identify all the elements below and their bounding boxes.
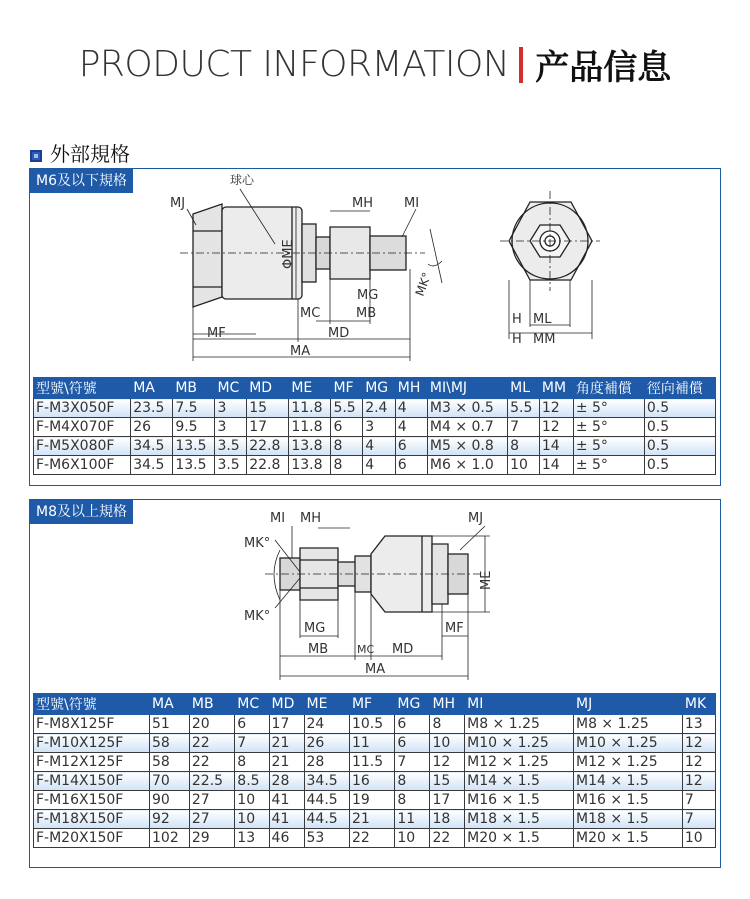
table-cell: 0.5 bbox=[644, 456, 715, 475]
label-mj: MJ bbox=[468, 511, 484, 526]
spec-table-m8 bbox=[33, 693, 716, 848]
col-header: MG bbox=[363, 378, 396, 399]
col-header: MF bbox=[331, 378, 363, 399]
table-cell: 46 bbox=[269, 829, 304, 848]
table-cell: 22 bbox=[189, 734, 234, 753]
square-bullet-icon bbox=[30, 150, 42, 162]
table-cell: 15 bbox=[430, 772, 465, 791]
table-cell: 6 bbox=[395, 437, 427, 456]
table-cell: 29 bbox=[189, 829, 234, 848]
col-header: MA bbox=[150, 694, 190, 715]
table-cell: 51 bbox=[150, 715, 190, 734]
col-header: MC bbox=[235, 694, 269, 715]
model-cell: F-M20X150F bbox=[34, 829, 150, 848]
table-cell: 18 bbox=[430, 810, 465, 829]
table-cell: 0.5 bbox=[644, 399, 715, 418]
label-ma: MA bbox=[365, 662, 386, 677]
col-header: 角度補償 bbox=[573, 378, 644, 399]
table-cell: 15 bbox=[247, 399, 289, 418]
label-h2: H bbox=[512, 332, 522, 347]
label-md: MD bbox=[392, 642, 414, 657]
table-cell: M3 × 0.5 bbox=[427, 399, 507, 418]
table-cell: 53 bbox=[304, 829, 349, 848]
table-cell: M10 × 1.25 bbox=[465, 734, 574, 753]
table-cell: 34.5 bbox=[131, 437, 173, 456]
col-header: ME bbox=[304, 694, 349, 715]
table-cell: 58 bbox=[150, 734, 190, 753]
table-cell: M8 × 1.25 bbox=[574, 715, 683, 734]
table-cell: 41 bbox=[269, 810, 304, 829]
table-cell: 8 bbox=[395, 791, 430, 810]
table-cell: 7 bbox=[508, 418, 540, 437]
table-cell: 10 bbox=[395, 829, 430, 848]
section-title-text: 外部規格 bbox=[50, 142, 130, 166]
table-cell: 10.5 bbox=[349, 715, 394, 734]
table-cell: 12 bbox=[539, 418, 573, 437]
table-cell: 12 bbox=[682, 734, 715, 753]
col-header: MD bbox=[247, 378, 289, 399]
table-cell: 44.5 bbox=[304, 791, 349, 810]
table-cell: 7.5 bbox=[173, 399, 215, 418]
col-header: 型號\符號 bbox=[34, 378, 131, 399]
table-row bbox=[34, 772, 716, 791]
label-mh: MH bbox=[300, 511, 321, 526]
table-cell: 22 bbox=[189, 753, 234, 772]
section-title bbox=[30, 138, 130, 167]
table-row bbox=[34, 437, 716, 456]
col-header: MH bbox=[395, 378, 427, 399]
table-cell: 20 bbox=[189, 715, 234, 734]
table-cell: 102 bbox=[150, 829, 190, 848]
table-cell: 28 bbox=[269, 772, 304, 791]
table-cell: 6 bbox=[331, 418, 363, 437]
table-cell: 22.8 bbox=[247, 456, 289, 475]
label-mc: MC bbox=[357, 643, 375, 656]
table-cell: 9.5 bbox=[173, 418, 215, 437]
col-header: ME bbox=[289, 378, 331, 399]
table-row bbox=[34, 791, 716, 810]
table-row bbox=[34, 715, 716, 734]
model-cell: F-M6X100F bbox=[34, 456, 131, 475]
table-cell: 11.5 bbox=[349, 753, 394, 772]
table-cell: 8.5 bbox=[235, 772, 269, 791]
col-header: MI bbox=[465, 694, 574, 715]
table-cell: 27 bbox=[189, 791, 234, 810]
table-cell: 90 bbox=[150, 791, 190, 810]
table-cell: 16 bbox=[349, 772, 394, 791]
table-cell: 13.5 bbox=[173, 437, 215, 456]
table-cell: 3.5 bbox=[215, 456, 247, 475]
table-cell: 28 bbox=[304, 753, 349, 772]
table-cell: M10 × 1.25 bbox=[574, 734, 683, 753]
title-divider bbox=[519, 47, 523, 83]
table-cell: 23.5 bbox=[131, 399, 173, 418]
table-cell: 0.5 bbox=[644, 418, 715, 437]
label-mc: MC bbox=[300, 306, 321, 321]
table-cell: 8 bbox=[430, 715, 465, 734]
table-cell: 8 bbox=[235, 753, 269, 772]
page-title-en: PRODUCT INFORMATION bbox=[78, 44, 510, 85]
table-cell: 6 bbox=[395, 456, 427, 475]
table-row bbox=[34, 753, 716, 772]
table-cell: 58 bbox=[150, 753, 190, 772]
table-cell: 5.5 bbox=[508, 399, 540, 418]
label-mg: MG bbox=[304, 621, 326, 636]
spec-table-m6 bbox=[33, 377, 716, 475]
table-cell: 10 bbox=[430, 734, 465, 753]
label-mh: MH bbox=[352, 196, 373, 211]
table-cell: 8 bbox=[395, 772, 430, 791]
table-row bbox=[34, 399, 716, 418]
table-cell: 22 bbox=[349, 829, 394, 848]
table-cell: 4 bbox=[395, 418, 427, 437]
table-cell: 21 bbox=[269, 734, 304, 753]
table-cell: 3 bbox=[215, 399, 247, 418]
table-cell: 10 bbox=[508, 456, 540, 475]
table-cell: 92 bbox=[150, 810, 190, 829]
label-mi: MI bbox=[270, 511, 286, 526]
table-cell: M18 × 1.5 bbox=[465, 810, 574, 829]
table-cell: 4 bbox=[363, 437, 396, 456]
table-cell: 19 bbox=[349, 791, 394, 810]
table-cell: 6 bbox=[235, 715, 269, 734]
table-row bbox=[34, 829, 716, 848]
table-cell: ± 5° bbox=[573, 418, 644, 437]
table-cell: 34.5 bbox=[304, 772, 349, 791]
label-mm: MM bbox=[533, 332, 556, 347]
table-cell: ± 5° bbox=[573, 437, 644, 456]
model-cell: F-M12X125F bbox=[34, 753, 150, 772]
table-cell: 22.5 bbox=[189, 772, 234, 791]
table-cell: 22.8 bbox=[247, 437, 289, 456]
table-cell: 12 bbox=[539, 399, 573, 418]
table-cell: 3 bbox=[363, 418, 396, 437]
table-cell: 26 bbox=[131, 418, 173, 437]
table-cell: M4 × 0.7 bbox=[427, 418, 507, 437]
table-cell: 7 bbox=[395, 753, 430, 772]
table-cell: M14 × 1.5 bbox=[465, 772, 574, 791]
table-cell: 5.5 bbox=[331, 399, 363, 418]
table-cell: 22 bbox=[430, 829, 465, 848]
table-cell: M12 × 1.25 bbox=[574, 753, 683, 772]
col-header: MC bbox=[215, 378, 247, 399]
table-cell: 10 bbox=[682, 829, 715, 848]
col-header: MH bbox=[430, 694, 465, 715]
table-cell: 13 bbox=[235, 829, 269, 848]
page-header bbox=[0, 40, 750, 92]
table-cell: M20 × 1.5 bbox=[574, 829, 683, 848]
label-ball-center: 球心 bbox=[230, 173, 255, 187]
table-cell: 12 bbox=[682, 772, 715, 791]
table-cell: M16 × 1.5 bbox=[465, 791, 574, 810]
table-cell: 8 bbox=[331, 456, 363, 475]
table-cell: 7 bbox=[682, 810, 715, 829]
table-cell: 13.8 bbox=[289, 437, 331, 456]
table-cell: 8 bbox=[331, 437, 363, 456]
model-cell: F-M8X125F bbox=[34, 715, 150, 734]
table-cell: 4 bbox=[395, 399, 427, 418]
table-cell: 17 bbox=[247, 418, 289, 437]
label-mf: MF bbox=[207, 326, 226, 341]
label-mj: MJ bbox=[170, 196, 186, 211]
label-h1: H bbox=[512, 312, 522, 327]
model-cell: F-M18X150F bbox=[34, 810, 150, 829]
table-cell: 11.8 bbox=[289, 418, 331, 437]
label-mb: MB bbox=[308, 642, 329, 657]
col-header: MM bbox=[539, 378, 573, 399]
model-cell: F-M10X125F bbox=[34, 734, 150, 753]
model-cell: F-M14X150F bbox=[34, 772, 150, 791]
table-cell: 7 bbox=[682, 791, 715, 810]
table-cell: M6 × 1.0 bbox=[427, 456, 507, 475]
table-header-row bbox=[34, 694, 716, 715]
table-cell: 21 bbox=[349, 810, 394, 829]
table-cell: M5 × 0.8 bbox=[427, 437, 507, 456]
table-cell: 6 bbox=[395, 734, 430, 753]
table-row bbox=[34, 456, 716, 475]
table-cell: 12 bbox=[682, 753, 715, 772]
table-cell: M16 × 1.5 bbox=[574, 791, 683, 810]
label-me: ΦME bbox=[281, 239, 296, 269]
label-mg: MG bbox=[357, 288, 379, 303]
table-cell: 27 bbox=[189, 810, 234, 829]
col-header: MA bbox=[131, 378, 173, 399]
panel-tag-m8: M8及以上規格 bbox=[30, 500, 133, 524]
table-cell: 4 bbox=[363, 456, 396, 475]
col-header: MG bbox=[395, 694, 430, 715]
table-cell: 41 bbox=[269, 791, 304, 810]
table-cell: 10 bbox=[235, 810, 269, 829]
table-cell: 24 bbox=[304, 715, 349, 734]
table-cell: 3 bbox=[215, 418, 247, 437]
label-mb: MB bbox=[356, 306, 377, 321]
col-header: 徑向補償 bbox=[644, 378, 715, 399]
table-row bbox=[34, 810, 716, 829]
table-cell: 26 bbox=[304, 734, 349, 753]
label-ml: ML bbox=[533, 312, 552, 327]
model-cell: F-M4X070F bbox=[34, 418, 131, 437]
diagram-m8 bbox=[30, 500, 720, 690]
table-row bbox=[34, 734, 716, 753]
table-cell: 3.5 bbox=[215, 437, 247, 456]
table-cell: 13.8 bbox=[289, 456, 331, 475]
table-cell: 11 bbox=[349, 734, 394, 753]
table-cell: 2.4 bbox=[363, 399, 396, 418]
label-mk-bottom: MK° bbox=[244, 609, 271, 624]
col-header: MB bbox=[189, 694, 234, 715]
table-cell: 13 bbox=[682, 715, 715, 734]
table-cell: 14 bbox=[539, 437, 573, 456]
table-cell: ± 5° bbox=[573, 456, 644, 475]
table-cell: 70 bbox=[150, 772, 190, 791]
label-ma: MA bbox=[290, 344, 311, 359]
table-cell: 44.5 bbox=[304, 810, 349, 829]
label-mi: MI bbox=[404, 196, 420, 211]
table-cell: M12 × 1.25 bbox=[465, 753, 574, 772]
model-cell: F-M16X150F bbox=[34, 791, 150, 810]
table-cell: M14 × 1.5 bbox=[574, 772, 683, 791]
table-cell: ± 5° bbox=[573, 399, 644, 418]
table-cell: 21 bbox=[269, 753, 304, 772]
table-header-row bbox=[34, 378, 716, 399]
label-me: ME bbox=[479, 570, 494, 590]
table-cell: 8 bbox=[508, 437, 540, 456]
diagram-m6 bbox=[30, 169, 720, 374]
page-title-cn: 产品信息 bbox=[535, 48, 672, 88]
model-cell: F-M5X080F bbox=[34, 437, 131, 456]
table-cell: 13.5 bbox=[173, 456, 215, 475]
table-cell: 17 bbox=[430, 791, 465, 810]
table-cell: 34.5 bbox=[131, 456, 173, 475]
col-header: 型號\符號 bbox=[34, 694, 150, 715]
table-cell: 14 bbox=[539, 456, 573, 475]
table-cell: 0.5 bbox=[644, 437, 715, 456]
col-header: ML bbox=[508, 378, 540, 399]
table-cell: 11 bbox=[395, 810, 430, 829]
table-cell: 17 bbox=[269, 715, 304, 734]
table-cell: 6 bbox=[395, 715, 430, 734]
model-cell: F-M3X050F bbox=[34, 399, 131, 418]
label-md: MD bbox=[328, 326, 350, 341]
table-cell: M20 × 1.5 bbox=[465, 829, 574, 848]
table-row bbox=[34, 418, 716, 437]
panel-tag-m6: M6及以下規格 bbox=[30, 169, 133, 193]
table-cell: M18 × 1.5 bbox=[574, 810, 683, 829]
col-header: MI\MJ bbox=[427, 378, 507, 399]
table-cell: M8 × 1.25 bbox=[465, 715, 574, 734]
label-mf: MF bbox=[445, 621, 464, 636]
col-header: MB bbox=[173, 378, 215, 399]
col-header: MJ bbox=[574, 694, 683, 715]
col-header: MF bbox=[349, 694, 394, 715]
table-cell: 12 bbox=[430, 753, 465, 772]
table-cell: 10 bbox=[235, 791, 269, 810]
label-mk: MK° bbox=[412, 270, 435, 299]
table-cell: 7 bbox=[235, 734, 269, 753]
table-cell: 11.8 bbox=[289, 399, 331, 418]
col-header: MD bbox=[269, 694, 304, 715]
col-header: MK bbox=[682, 694, 715, 715]
label-mk-top: MK° bbox=[244, 536, 271, 551]
